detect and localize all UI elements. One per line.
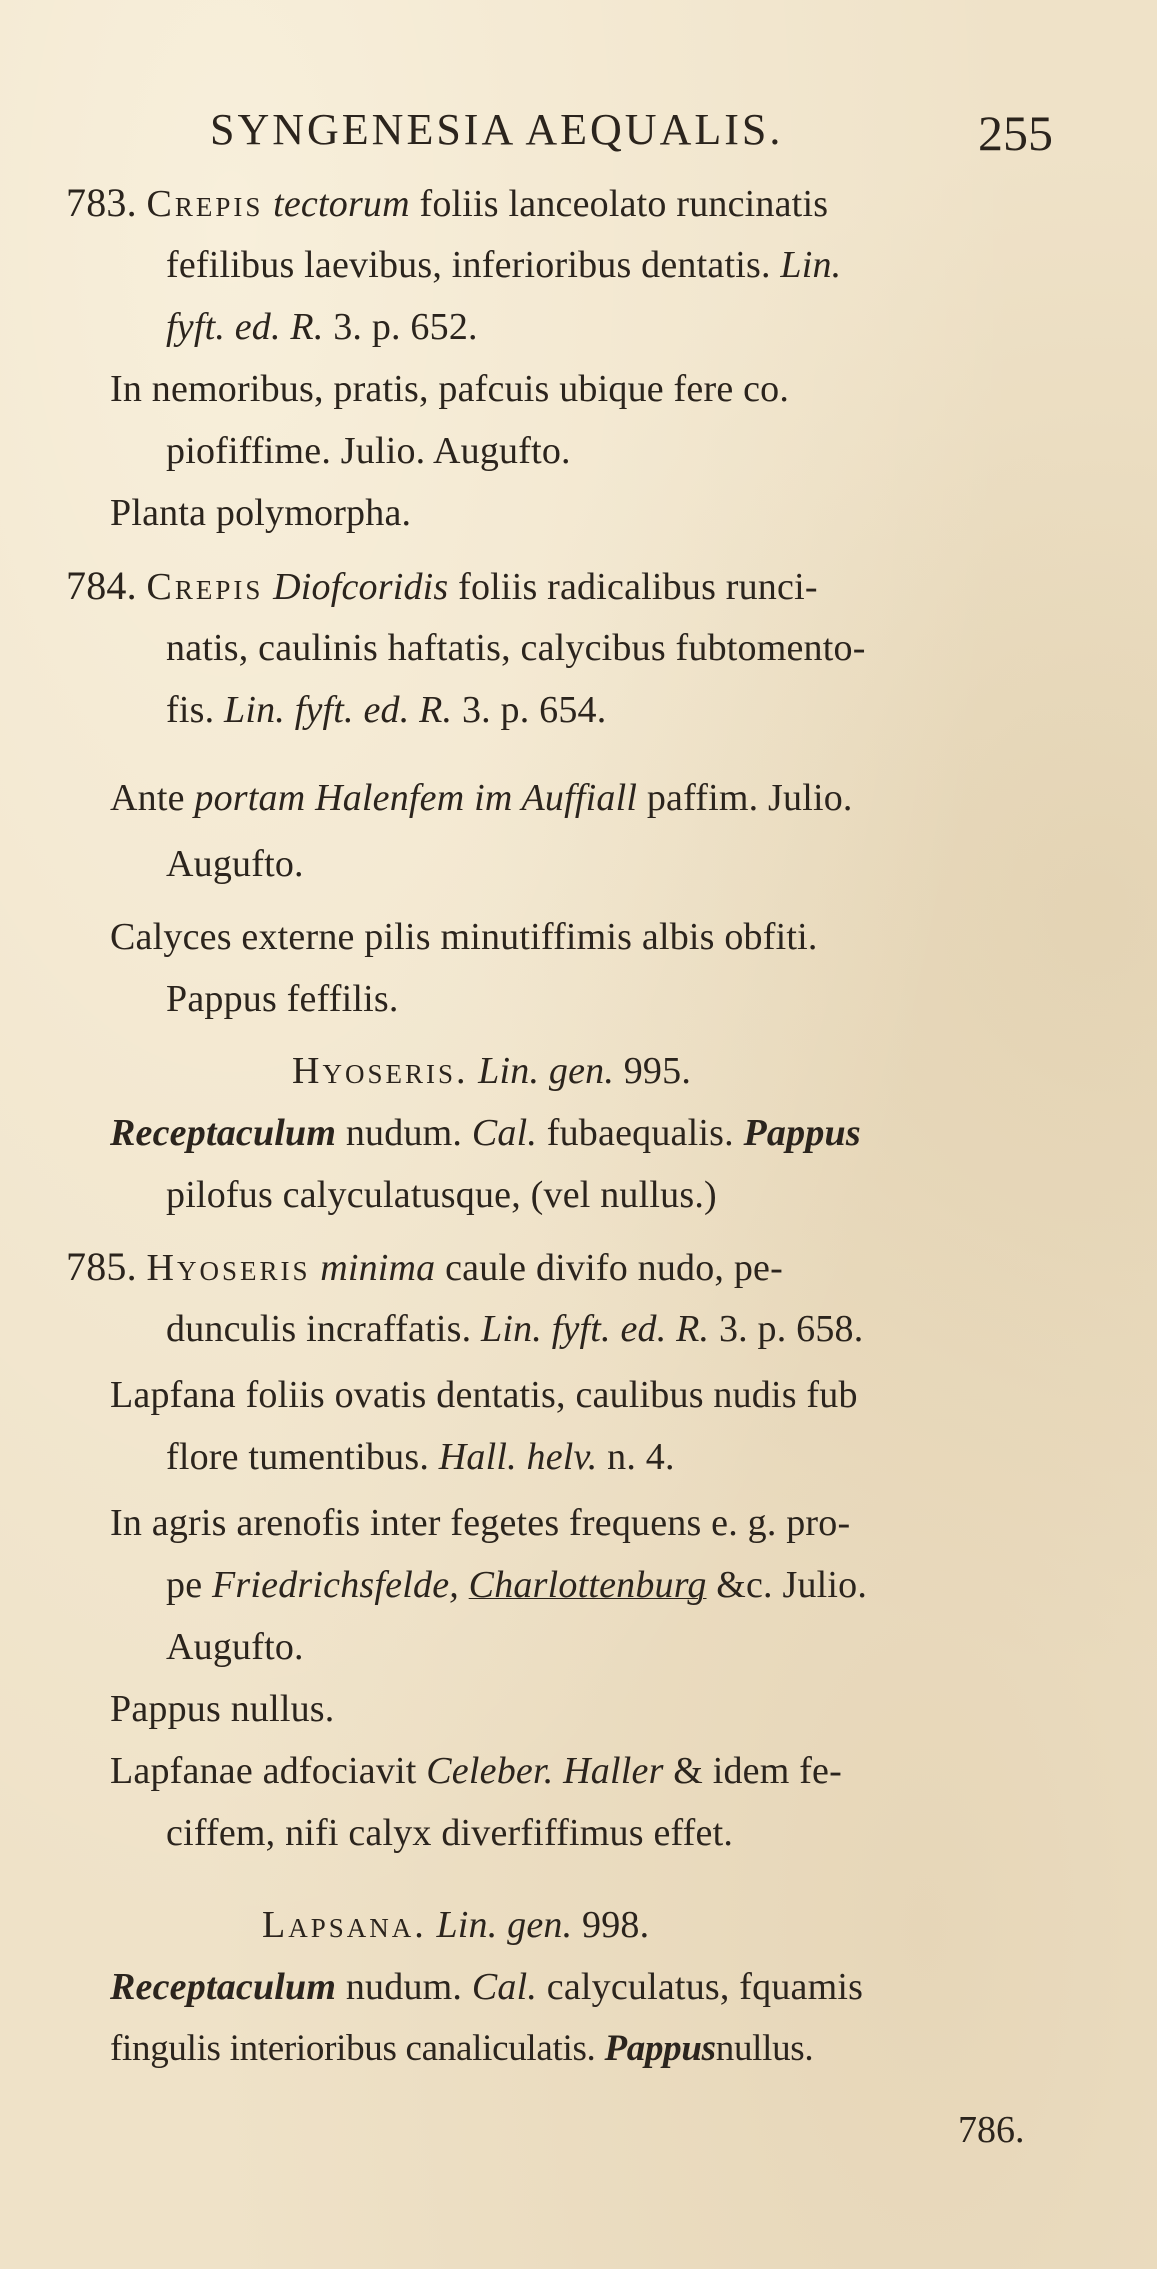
synonym-line xyxy=(166,1434,675,1480)
habitat-place: portam Halenfem im Auffiall xyxy=(194,777,638,819)
character-text: calyculatus, fquamis xyxy=(546,1966,864,2008)
habitat-line: Augufto. xyxy=(166,1626,304,1668)
reference-page: 3. p. 654. xyxy=(461,689,607,731)
reference: Lin. gen. xyxy=(436,1904,573,1946)
note-line: Pappus feffilis. xyxy=(166,978,399,1020)
genus-name: Hyoseris. xyxy=(292,1050,469,1092)
genus-character-line xyxy=(110,1110,861,1156)
habitat-line: piofiffime. Julio. Augufto. xyxy=(166,430,571,472)
entry-784-line-2: natis, caulinis haftatis, calycibus fubtomento- xyxy=(166,627,866,669)
habitat-text: paffim. Julio. xyxy=(646,777,853,819)
character-label: Receptaculum xyxy=(110,1966,337,2008)
reference-page: 3. p. 658. xyxy=(718,1308,864,1350)
note-line: Pappus nullus. xyxy=(110,1688,335,1730)
entry-784-line-1 xyxy=(66,563,818,610)
character-text: nudum. xyxy=(345,1112,463,1154)
reference-page: 998. xyxy=(582,1904,650,1946)
entry-783-line-3 xyxy=(166,304,478,350)
catchword: 786. xyxy=(958,2109,1025,2151)
entry-number: 783. xyxy=(66,180,137,225)
habitat-text: pe xyxy=(166,1564,203,1606)
genus-character-line xyxy=(110,1964,863,2010)
habitat-place: Friedrichsfelde, xyxy=(211,1564,459,1606)
synonym-text: flore tumentibus. xyxy=(166,1436,430,1478)
entry-783-line-1 xyxy=(66,180,828,227)
genus-name: Lapsana. xyxy=(262,1904,427,1946)
note-line: ciffem, nifi calyx diverfiffimus effet. xyxy=(166,1812,734,1854)
genus-name: Crepis xyxy=(146,183,264,225)
reference-page: 995. xyxy=(623,1050,692,1092)
species-name: tectorum xyxy=(273,183,410,225)
entry-785-line-1 xyxy=(66,1244,783,1291)
character-text: fingulis interioribus canaliculatis. xyxy=(110,2028,596,2069)
entry-784-line-3 xyxy=(166,687,606,733)
note-italic: Celeber. Haller xyxy=(426,1750,664,1792)
description-text: foliis radicalibus runci- xyxy=(458,566,818,608)
habitat-text: &c. Julio. xyxy=(716,1564,868,1606)
genus-character-line: pilofus calyculatusque, (vel nullus.) xyxy=(166,1174,717,1216)
synonym-line: Lapfana foliis ovatis dentatis, caulibus nudis fub xyxy=(110,1374,858,1416)
reference: Lin. fyft. ed. R. xyxy=(481,1308,710,1350)
note-line xyxy=(110,1748,842,1794)
habitat-text: Ante xyxy=(110,777,185,819)
character-label: Cal. xyxy=(471,1112,538,1154)
genus-heading xyxy=(262,1902,649,1948)
genus-heading xyxy=(292,1048,691,1094)
reference: Hall. helv. xyxy=(438,1436,598,1478)
character-text: nullus. xyxy=(715,2028,814,2069)
habitat-line: In agris arenofis inter fegetes frequens e. g. pro- xyxy=(110,1502,851,1544)
entry-783-line-2 xyxy=(166,242,841,288)
note-line: Calyces externe pilis minutiffimis albis obfiti. xyxy=(110,916,818,958)
description-text: fefilibus laevibus, inferioribus dentatis. xyxy=(166,244,771,286)
entry-number: 784. xyxy=(66,563,137,608)
note-text: Lapfanae adfociavit xyxy=(110,1750,417,1792)
character-label: Receptaculum xyxy=(110,1112,337,1154)
character-label: Pappus xyxy=(604,2028,716,2069)
character-label: Cal. xyxy=(471,1966,538,2008)
habitat-line xyxy=(166,1562,867,1608)
habitat-place: Charlottenburg xyxy=(468,1564,707,1606)
running-head: SYNGENESIA AEQUALIS. xyxy=(210,105,784,154)
reference-page: n. 4. xyxy=(607,1436,675,1478)
habitat-line xyxy=(110,775,853,821)
species-name: Diofcoridis xyxy=(273,566,449,608)
character-label: Pappus xyxy=(743,1112,861,1154)
entry-785-line-2 xyxy=(166,1306,863,1352)
note-text: & idem fe- xyxy=(673,1750,842,1792)
description-text: dunculis incraffatis. xyxy=(166,1308,472,1350)
species-name: minima xyxy=(320,1247,436,1289)
page-number: 255 xyxy=(978,105,1053,161)
character-text: nudum. xyxy=(345,1966,463,2008)
reference: Lin. gen. xyxy=(478,1050,615,1092)
description-text: foliis lanceolato runcinatis xyxy=(419,183,829,225)
description-text: caule divifo nudo, pe- xyxy=(445,1247,783,1289)
reference: fyft. ed. R. xyxy=(166,306,324,348)
character-text: fubaequalis. xyxy=(546,1112,734,1154)
entry-number: 785. xyxy=(66,1244,137,1289)
habitat-line: In nemoribus, pratis, pafcuis ubique fere co. xyxy=(110,368,790,410)
reference: Lin. xyxy=(780,244,842,286)
note-line: Planta polymorpha. xyxy=(110,492,412,534)
genus-character-line xyxy=(110,2026,813,2072)
description-text: fis. xyxy=(166,689,215,731)
genus-name: Crepis xyxy=(146,566,264,608)
genus-name: Hyoseris xyxy=(146,1247,311,1289)
habitat-line: Augufto. xyxy=(166,843,304,885)
reference: Lin. fyft. ed. R. xyxy=(224,689,453,731)
reference-page: 3. p. 652. xyxy=(333,306,478,348)
